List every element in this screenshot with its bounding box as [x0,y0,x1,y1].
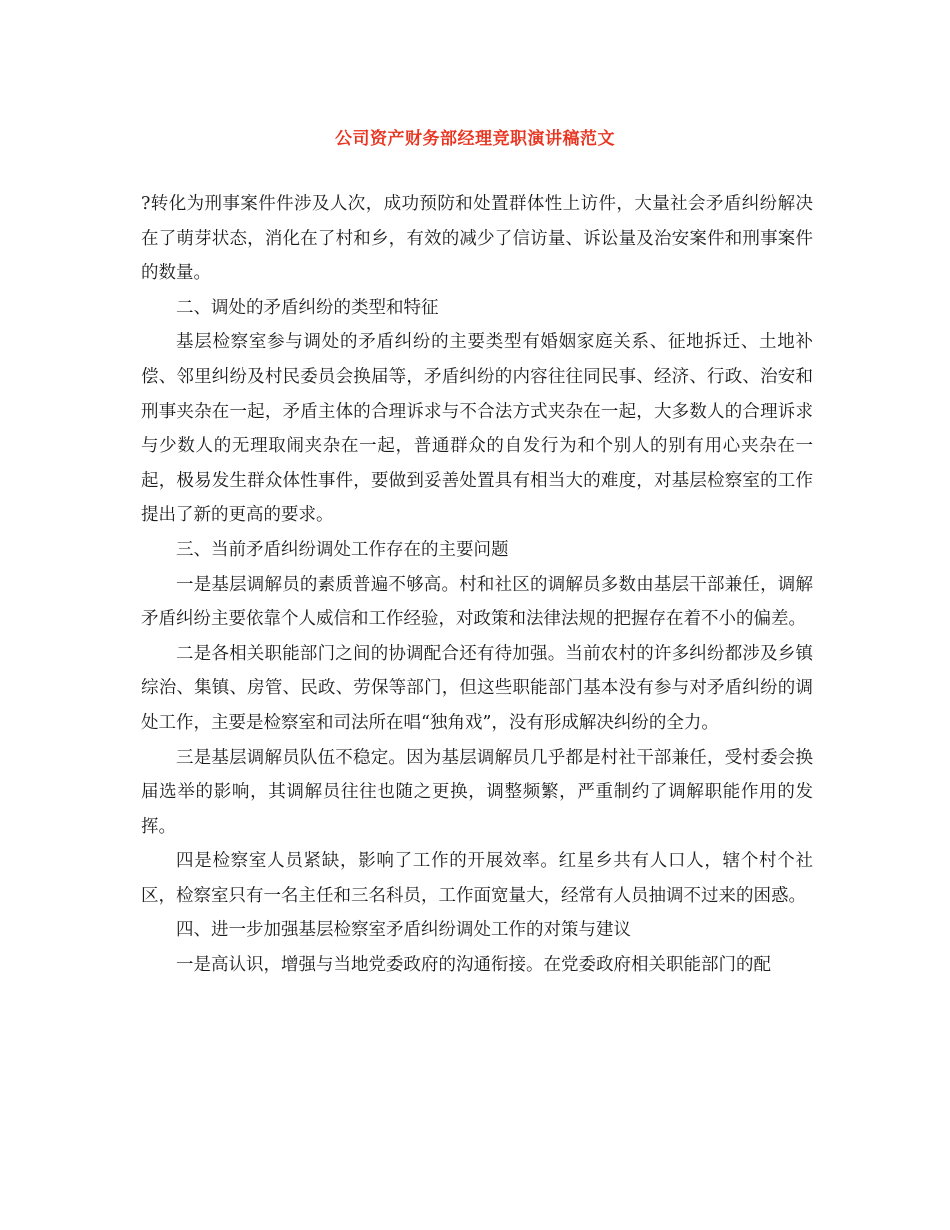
paragraph: 一是基层调解员的素质普遍不够高。村和社区的调解员多数由基层干部兼任，调解矛盾纠纷主要依靠个人威信和工作经验，对政策和法律法规的把握存在着不小的偏差。 [141,574,813,630]
section-heading: 二、调处的矛盾纠纷的类型和特征 [176,297,439,318]
paragraph: 三是基层调解员队伍不稳定。因为基层调解员几乎都是村社干部兼任，受村委会换届选举的影响，其调解员往往也随之更换，调整频繁，严重制约了调解职能作用的发挥。 [141,747,813,837]
section-heading: 三、当前矛盾纠纷调处工作存在的主要问题 [176,539,509,560]
paragraph: 四是检察室人员紧缺，影响了工作的开展效率。红星乡共有人口人，辖个村个社区，检察室只有一名主任和三名科员，工作面宽量大，经常有人员抽调不过来的困惑。 [141,851,813,906]
paragraph: ?转化为刑事案件件涉及人次，成功预防和处置群体性上访件，大量社会矛盾纠纷解决在了萌芽状态，消化在了村和乡，有效的减少了信访量、诉讼量及治安案件和刑事案件的数量。 [141,194,813,284]
document-body [141,187,813,983]
section-heading: 四、进一步加强基层检察室矛盾纠纷调处工作的对策与建议 [176,920,631,941]
paragraph: 二是各相关职能部门之间的协调配合还有待加强。当前农村的许多纠纷都涉及乡镇综治、集镇、房管、民政、劳保等部门，但这些职能部门基本没有参与对矛盾纠纷的调处工作，主要是检察室和司法所在唱“独角戏”，没有形成解决纠纷的全力。 [141,643,813,733]
document-title: 公司资产财务部经理竞职演讲稿范文 [335,129,615,149]
paragraph: 基层检察室参与调处的矛盾纠纷的主要类型有婚姻家庭关系、征地拆迁、土地补偿、邻里纠纷及村民委员会换届等，矛盾纠纷的内容往往同民事、经济、行政、治安和刑事夹杂在一起，矛盾主体的合理诉求与不合法方式夹杂在一起，大多数人的合理诉求与少数人的无理取闹夹杂在一起，普通群众的自发行为和个别人的别有用心夹杂在一起，极易发生群众体性事件，要做到妥善处置具有相当大的难度，对基层检察室的工作提出了新的更高的要求。 [141,332,813,526]
paragraph: 一是高认识，增强与当地党委政府的沟通衔接。在党委政府相关职能部门的配 [176,955,771,976]
